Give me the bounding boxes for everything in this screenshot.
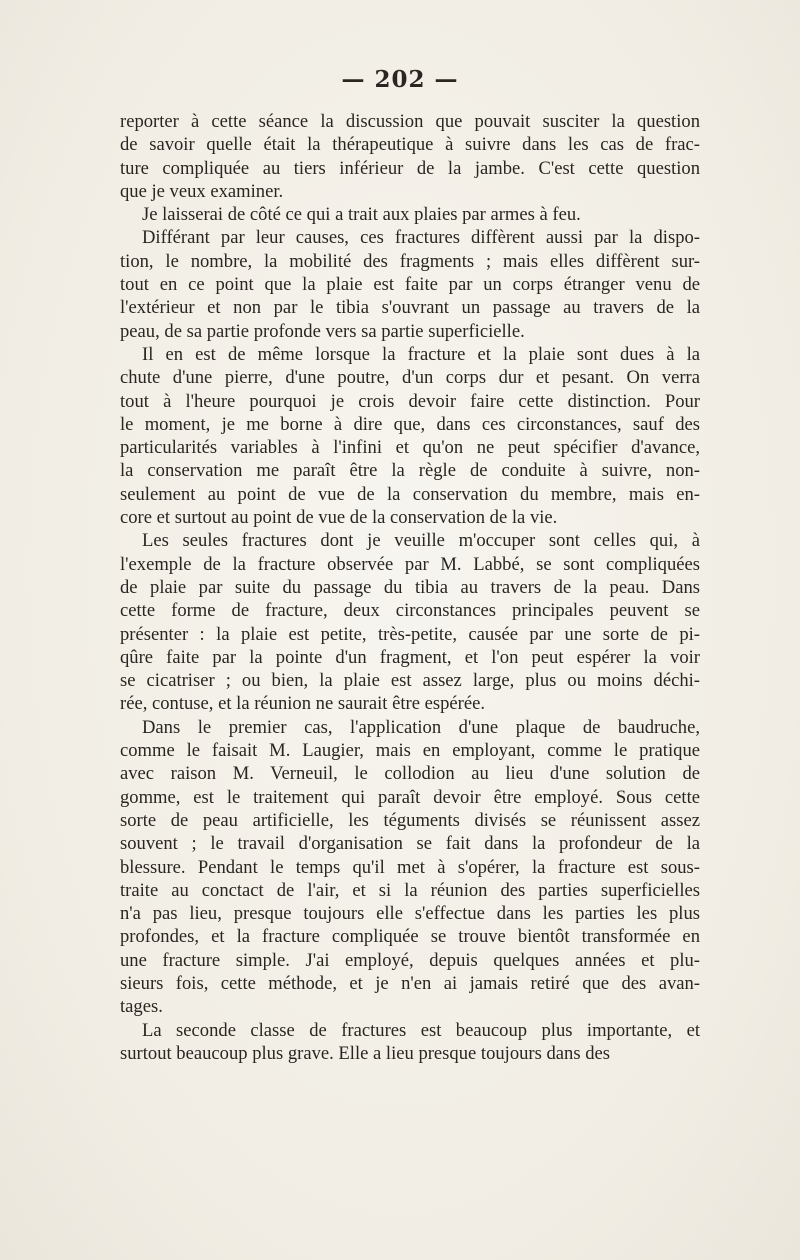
text-line: le moment, je me borne à dire que, dans ces circonstances, sauf des: [120, 413, 700, 435]
text-line: blessure. Pendant le temps qu'il met à s'opérer, la fracture est sous-: [120, 856, 700, 878]
paragraph: [120, 1019, 700, 1066]
text-line: présenter : la plaie est petite, très-petite, causée par une sorte de pi-: [120, 623, 700, 645]
page-number: — 202 —: [341, 66, 459, 93]
text-line: Dans le premier cas, l'application d'une plaque de baudruche,: [142, 716, 700, 738]
text-line: core et surtout au point de vue de la conservation de la vie.: [120, 507, 558, 529]
text-line: tout à l'heure pourquoi je crois devoir faire cette distinction. Pour: [120, 390, 700, 412]
text-line: tages.: [120, 996, 163, 1018]
text-line: n'a pas lieu, presque toujours elle s'effectue dans les parties les plus: [120, 903, 700, 925]
text-line: chute d'une pierre, d'une poutre, d'un corps dur et pesant. On verra: [120, 367, 700, 389]
text-line: Je laisserai de côté ce qui a trait aux plaies par armes à feu.: [142, 204, 581, 226]
text-line: La seconde classe de fractures est beaucoup plus importante, et: [142, 1019, 700, 1041]
paragraph: [120, 343, 700, 529]
text-line: seulement au point de vue de la conservation du membre, mais en-: [120, 483, 700, 505]
text-line: la conservation me paraît être la règle de conduite à suivre, non-: [120, 460, 700, 482]
body-text: [120, 110, 700, 1065]
text-line: de savoir quelle était la thérapeutique à suivre dans les cas de frac-: [120, 134, 700, 156]
text-line: tout en ce point que la plaie est faite par un corps étranger venu de: [120, 274, 700, 296]
text-line: surtout beaucoup plus grave. Elle a lieu presque toujours dans des: [120, 1042, 611, 1064]
text-line: comme le faisait M. Laugier, mais en employant, comme le pratique: [120, 740, 700, 762]
text-line: profondes, et la fracture compliquée se trouve bientôt transformée en: [120, 926, 700, 948]
text-line: peau, de sa partie profonde vers sa partie superficielle.: [120, 320, 525, 342]
text-line: ture compliquée au tiers inférieur de la jambe. C'est cette question: [120, 157, 700, 179]
text-line: avec raison M. Verneuil, le collodion au lieu d'une solution de: [120, 763, 700, 785]
paragraph: [120, 529, 700, 715]
text-line: une fracture simple. J'ai employé, depuis quelques années et plu-: [120, 949, 700, 971]
text-line: rée, contuse, et la réunion ne saurait être espérée.: [120, 693, 485, 715]
text-line: gomme, est le traitement qui paraît devoir être employé. Sous cette: [120, 786, 700, 808]
text-line: tion, le nombre, la mobilité des fragments ; mais elles diffèrent sur-: [120, 250, 700, 272]
text-line: cette forme de fracture, deux circonstances principales peuvent se: [120, 600, 700, 622]
paragraph: [120, 203, 700, 226]
text-line: Les seules fractures dont je veuille m'occuper sont celles qui, à: [142, 530, 700, 552]
text-line: sorte de peau artificielle, les téguments divisés se réunissent assez: [120, 809, 700, 831]
text-line: Il en est de même lorsque la fracture et la plaie sont dues à la: [142, 343, 700, 365]
text-line: traite au conctact de l'air, et si la réunion des parties superficielles: [120, 879, 700, 901]
text-line: sieurs fois, cette méthode, et je n'en ai jamais retiré que des avan-: [120, 972, 700, 994]
text-line: se cicatriser ; ou bien, la plaie est assez large, plus ou moins déchi-: [120, 670, 700, 692]
text-line: souvent ; le travail d'organisation se fait dans la profondeur de la: [120, 833, 700, 855]
text-line: que je veux examiner.: [120, 180, 284, 202]
paragraph: [120, 110, 700, 203]
paragraph: [120, 716, 700, 1019]
text-line: particularités variables à l'infini et qu'on ne peut spécifier d'avance,: [120, 437, 700, 459]
text-line: de plaie par suite du passage du tibia au travers de la peau. Dans: [120, 576, 700, 598]
text-line: qûre faite par la pointe d'un fragment, et l'on peut espérer la voir: [120, 646, 700, 668]
text-line: l'exemple de la fracture observée par M. Labbé, se sont compliquées: [120, 553, 700, 575]
paragraph: [120, 226, 700, 342]
text-line: reporter à cette séance la discussion que pouvait susciter la question: [120, 111, 700, 132]
text-line: l'extérieur et non par le tibia s'ouvrant un passage au travers de la: [120, 297, 700, 319]
text-line: Différant par leur causes, ces fractures diffèrent aussi par la dispo-: [142, 227, 700, 249]
